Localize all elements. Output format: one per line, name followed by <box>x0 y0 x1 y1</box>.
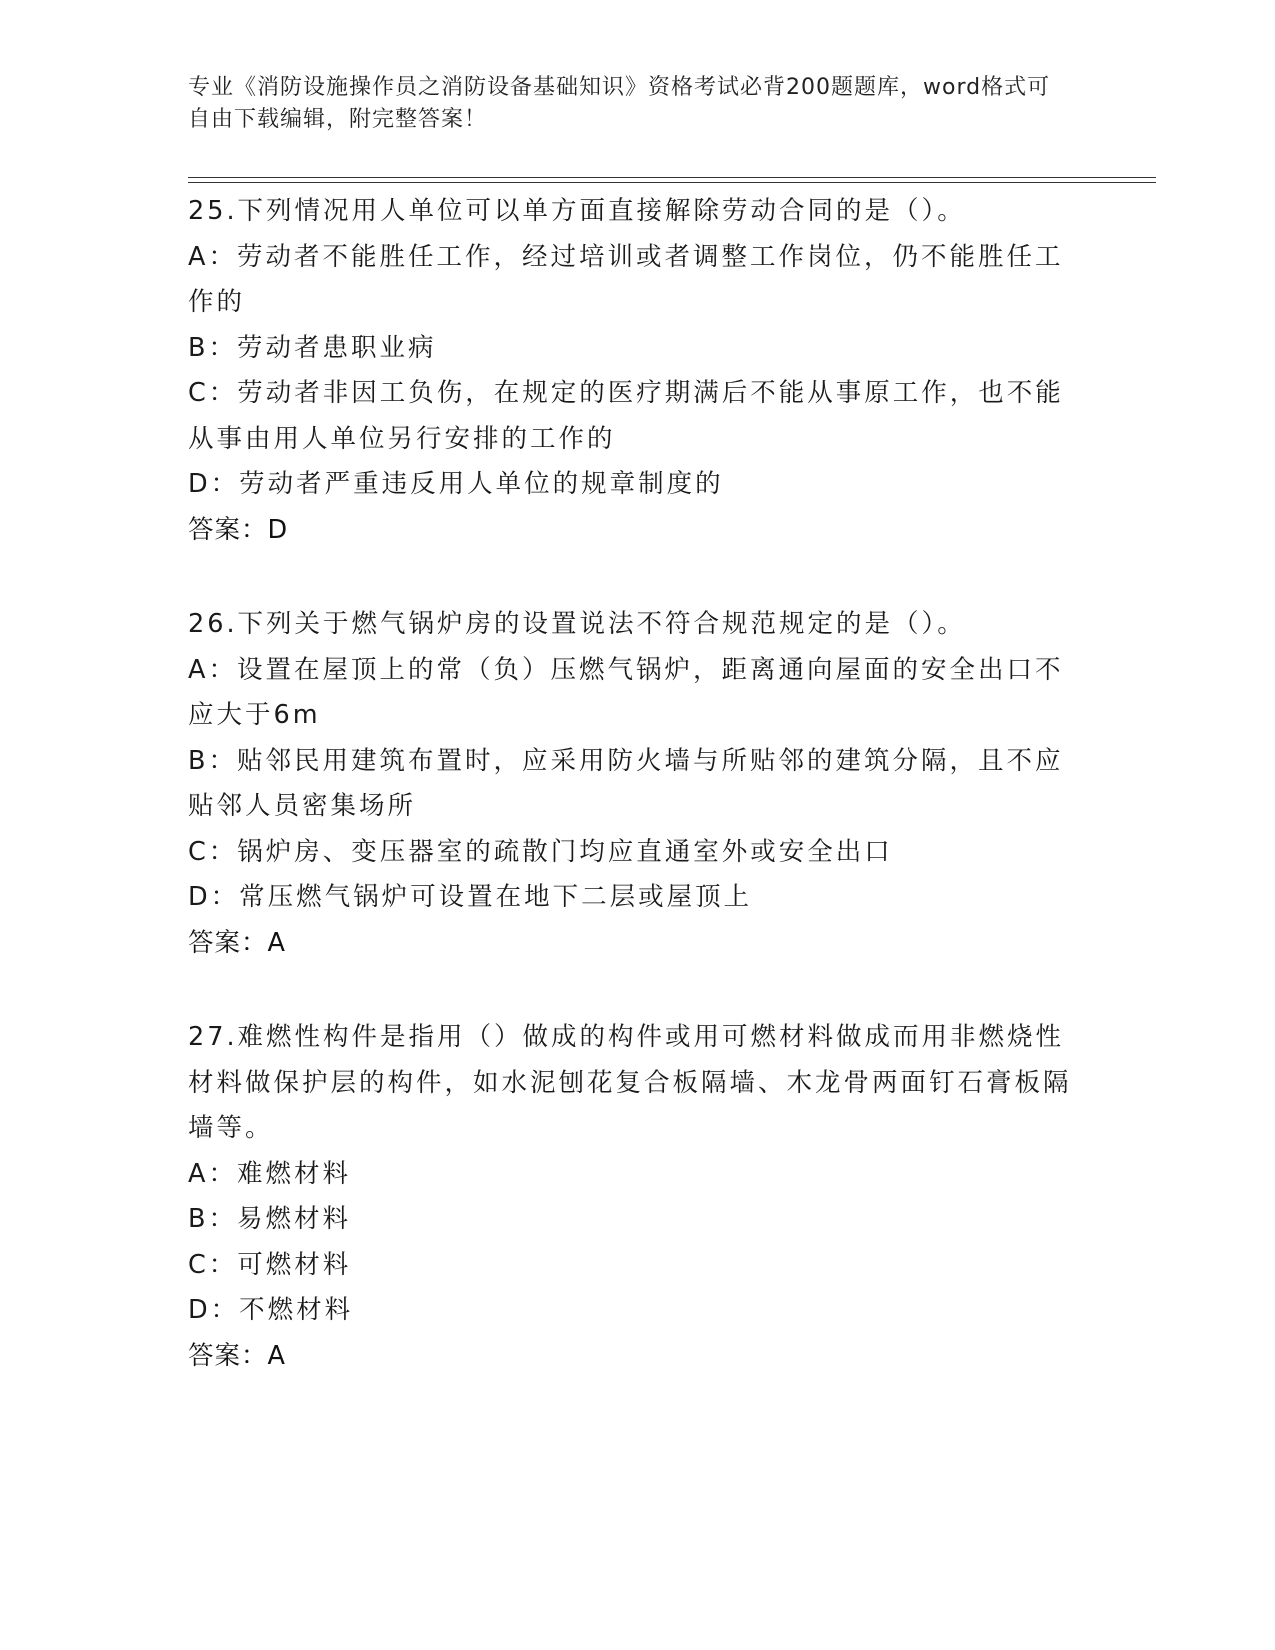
option-d: D：不燃材料 <box>188 1295 354 1325</box>
option-a: A：难燃材料 <box>188 1158 351 1189</box>
question-item <box>188 189 1088 553</box>
option-b: B：劳动者患职业病 <box>188 332 437 363</box>
question-stem: 25.下列情况用人单位可以单方面直接解除劳动合同的是（）。 <box>188 196 966 226</box>
question-item <box>188 1015 1088 1379</box>
option-d: D：常压燃气锅炉可设置在地下二层或屋顶上 <box>188 882 753 912</box>
document-header: 专业《消防设施操作员之消防设备基础知识》资格考试必背200题题库，word格式可自由下载编辑，附完整答案！ <box>188 75 1051 132</box>
question-item <box>188 602 1088 966</box>
option-c: C：锅炉房、变压器室的疏散门均应直通室外或安全出口 <box>188 836 893 867</box>
option-a: A：劳动者不能胜任工作，经过培训或者调整工作岗位，仍不能胜任工作的 <box>188 241 1064 317</box>
option-c: C：可燃材料 <box>188 1249 352 1280</box>
option-b: B：贴邻民用建筑布置时，应采用防火墙与所贴邻的建筑分隔，且不应贴邻人员密集场所 <box>188 745 1064 821</box>
header-divider-top <box>188 177 1156 178</box>
question-list <box>188 189 1088 1428</box>
answer-label: 答案：A <box>188 1340 286 1371</box>
question-stem: 27.难燃性构件是指用（）做成的构件或用可燃材料做成而用非燃烧性材料做保护层的构件，如水泥刨花复合板隔墙、木龙骨两面钉石膏板隔墙等。 <box>188 1022 1072 1143</box>
answer-label: 答案：A <box>188 927 286 958</box>
option-c: C：劳动者非因工负伤，在规定的医疗期满后不能从事原工作，也不能从事由用人单位另行安排的工作的 <box>188 378 1064 454</box>
option-b: B：易燃材料 <box>188 1204 351 1234</box>
answer-label: 答案：D <box>188 514 289 545</box>
header-divider-bottom <box>188 182 1156 183</box>
option-a: A：设置在屋顶上的常（负）压燃气锅炉，距离通向屋面的安全出口不应大于6m <box>188 654 1064 730</box>
option-d: D：劳动者严重违反用人单位的规章制度的 <box>188 469 724 499</box>
question-stem: 26.下列关于燃气锅炉房的设置说法不符合规范规定的是（）。 <box>188 609 966 639</box>
